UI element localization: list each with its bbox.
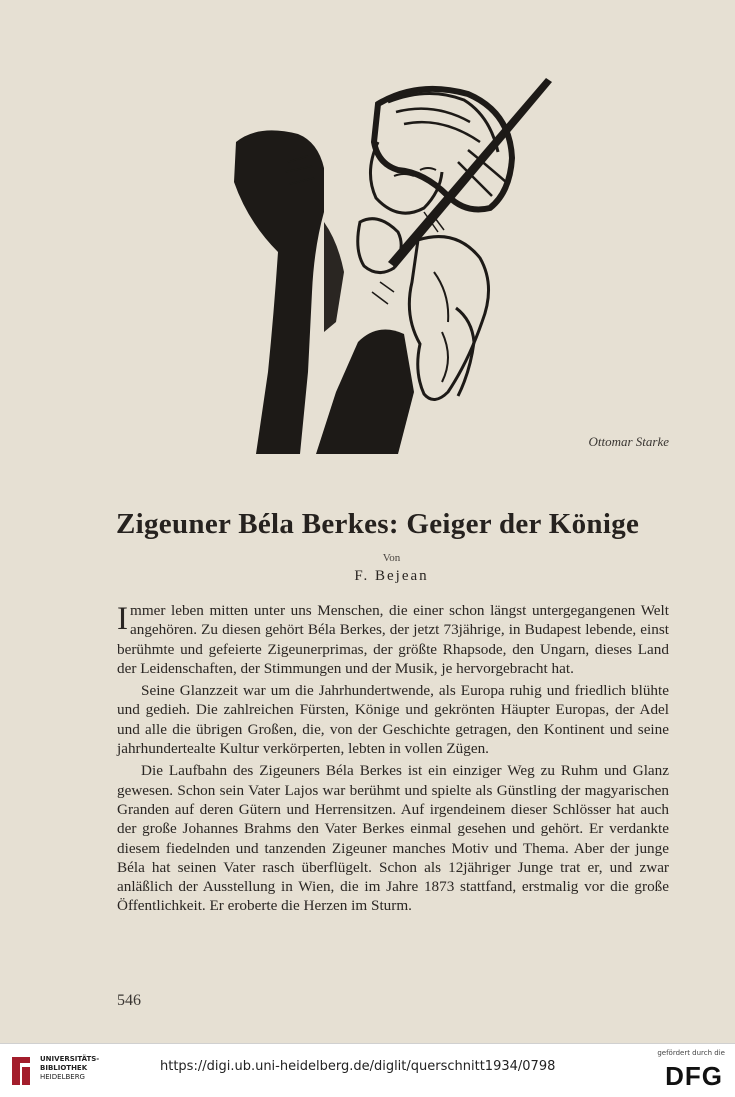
violinist-drawing-icon — [228, 72, 558, 454]
library-logo[interactable] — [8, 1051, 148, 1093]
article-body — [117, 601, 669, 919]
paragraph-text: mmer leben mitten unter uns Menschen, die einer schon längst untergegangenen Welt angehören. Zu diesen gehört Béla Berkes, der jetzt 73jährige, in Budapest lebende, einst berühmte und gefeierte Zigeunerprimas, der größte Rhapsode, den Ungarn, dieses Land der Leidenschaften, der Stimmungen und der Musik, je hervorgebracht hat. — [117, 602, 669, 677]
paragraph: Die Laufbahn des Zigeuners Béla Berkes ist ein einziger Weg zu Ruhm und Glanz gewesen. Schon sein Vater Lajos war berühmt und spielte als Günstling der magyarischen Granden auf deren Gütern und Herrensitzen. Auf irgendeinem dieser Schlösser hat auch der große Johannes Brahms den Vater Berkes einmal gesehen und gehört. Er verdankte diesem fiedelnden und tanzenden Zigeuner manches Motiv und Thema. Aber der junge Béla hat seinen Vater rasch überflügelt. Schon als 12jähriger Junge trat er, und zwar anläßlich der Ausstellung in Wien, die im Jahre 1873 stattfand, erstmalig vor die große Öffentlichkeit. Er eroberte die Herzen im Sturm. — [117, 762, 669, 915]
permalink-url[interactable]: https://digi.ub.uni-heidelberg.de/diglit/querschnitt1934/0798 — [160, 1059, 556, 1074]
paragraph: Seine Glanzzeit war um die Jahrhundertwende, als Europa ruhig und friedlich blühte und gedieh. Die zahlreichen Fürsten, Könige und gekrönten Häupter Europas, der Adel und alle die übrigen Großen, die, von der Geschichte getragen, den Kontinent und seine jahrhundertealte Kultur verkörperten, lebten in vollen Zügen. — [117, 682, 669, 758]
sponsor-text: gefördert durch die — [657, 1049, 725, 1057]
illustration-caption: Ottomar Starke — [588, 434, 669, 449]
article-author: F. Bejean — [354, 568, 429, 584]
byline-von: Von — [382, 552, 401, 564]
library-name: UNIVERSITÄTS- BIBLIOTHEK HEIDELBERG — [40, 1055, 100, 1081]
paragraph — [117, 601, 669, 678]
dfg-logo[interactable]: DFG — [665, 1061, 723, 1091]
viewer-footer — [0, 1043, 735, 1097]
article-title: Zigeuner Béla Berkes: Geiger der Könige — [116, 508, 640, 540]
drop-cap: I — [117, 601, 128, 637]
university-seal-icon — [8, 1053, 34, 1089]
page-number: 546 — [117, 992, 141, 1009]
